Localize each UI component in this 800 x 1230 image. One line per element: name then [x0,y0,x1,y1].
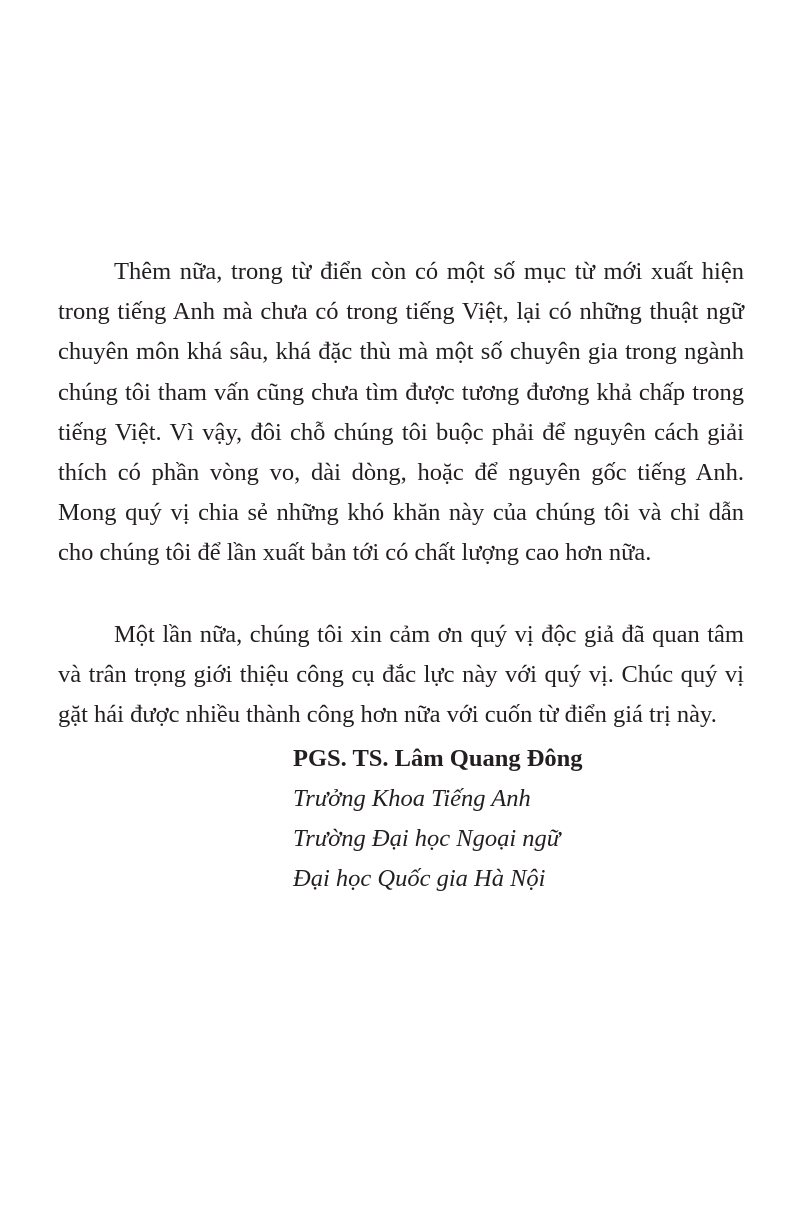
signature-block [293,739,744,899]
signature-institution: Trường Đại học Ngoại ngữ [293,825,561,853]
signature-title: Trưởng Khoa Tiếng Anh [293,785,531,813]
paragraph-limitations: Thêm nữa, trong từ điển còn có một số mục từ mới xuất hiện trong tiếng Anh mà chưa có trong tiếng Việt, lại có những thuật ngữ chuyên môn khá sâu, khá đặc thù mà một số chuyên gia trong ngành chúng tôi tham vấn cũng chưa tìm được tương đương khả chấp trong tiếng Việt. Vì vậy, đôi chỗ chúng tôi buộc phải để nguyên cách giải thích có phần vòng vo, dài dòng, hoặc để nguyên gốc tiếng Anh. Mong quý vị chia sẻ những khó khăn này của chúng tôi và chỉ dẫn cho chúng tôi để lần xuất bản tới có chất lượng cao hơn nữa. [58,258,744,567]
document-page [58,252,744,899]
signature-university: Đại học Quốc gia Hà Nội [293,865,546,893]
paragraph-thanks: Một lần nữa, chúng tôi xin cảm ơn quý vị độc giả đã quan tâm và trân trọng giới thiệu công cụ đắc lực này với quý vị. Chúc quý vị gặt hái được nhiều thành công hơn nữa với cuốn từ điển giá trị này. [58,620,744,729]
signature-name: PGS. TS. Lâm Quang Đông [293,745,583,773]
